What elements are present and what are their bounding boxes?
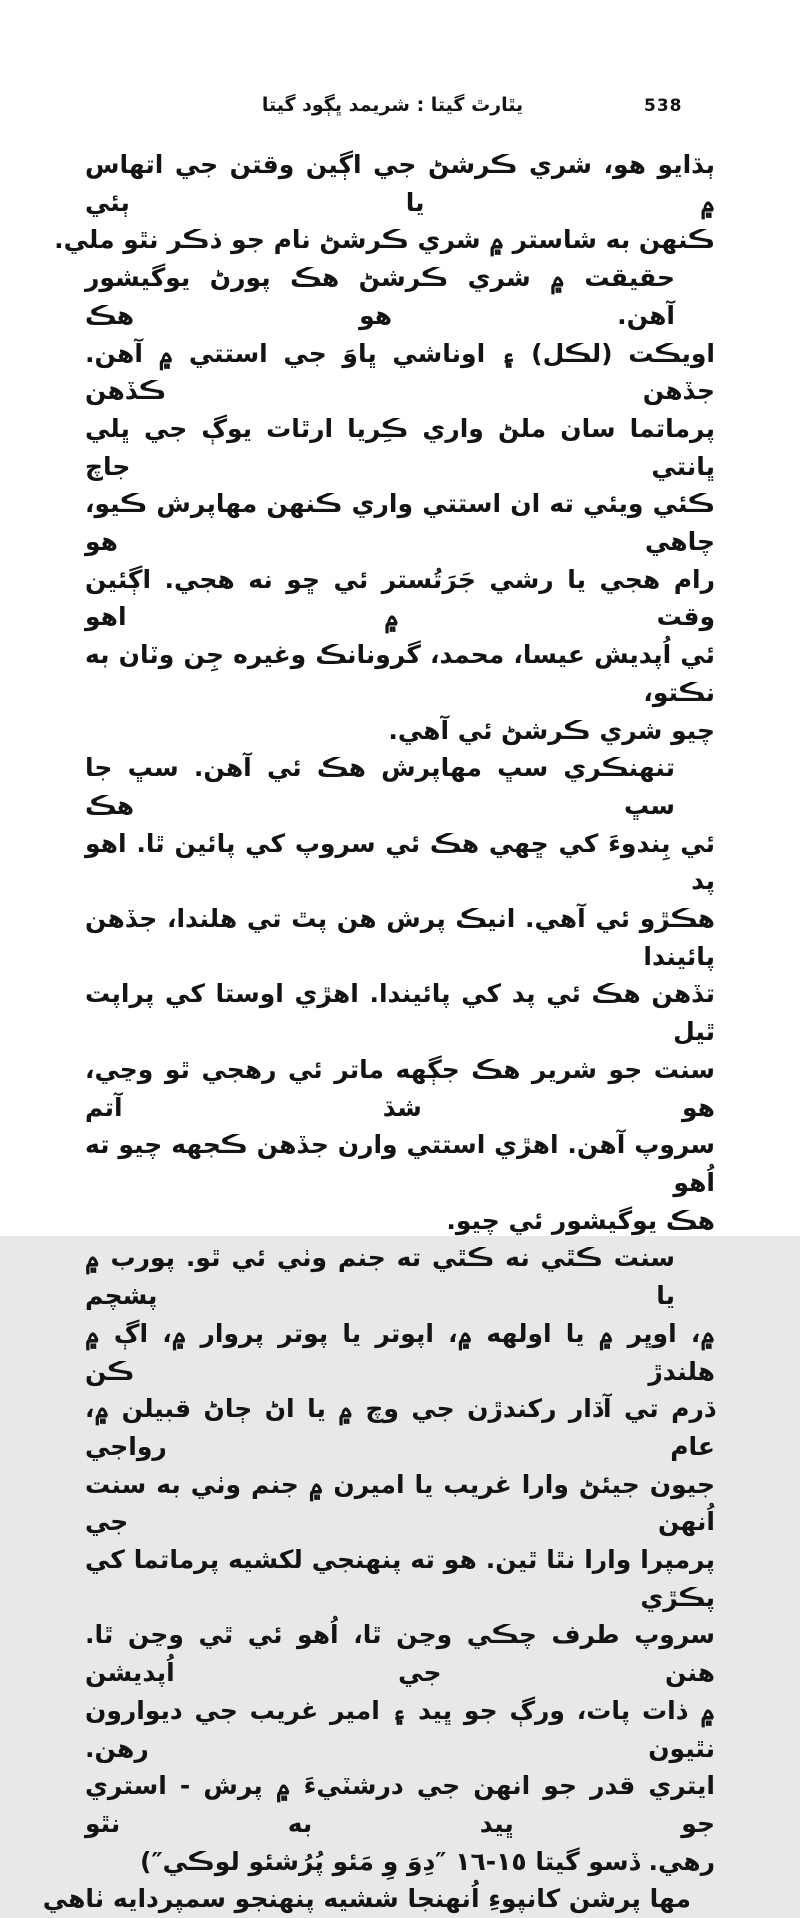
- text-line: اويڪت (لڪل) ۽ اوناشي ڀاوَ جي استتي ۾ آهن. جڏهن ڪڏهن: [85, 338, 715, 406]
- text-line: سروپ آهن. اهڙي استتي وارن جڏهن ڪجهه چيو ته اُهو: [85, 1130, 715, 1197]
- text-line: حقيقت ۾ شري ڪرشڻ هڪ پورڻ يوگيشور آهن. هو هڪ: [85, 263, 675, 330]
- text-line: رام هجي يا رشي جَرَتُستر ئي ڇو نه هجي. اڳئين وقت ۾ اهو: [85, 564, 715, 632]
- text-line: ۾، اوڀر ۾ يا اولهه ۾، اپوتر يا پوتر پروار ۾، اڳ ۾ هلندڙ ڪن: [85, 1318, 715, 1386]
- text-line: پرمپرا وارا نٿا ٿين. هو ته پنهنجي لکشيه پرماتما کي پڪڙي: [85, 1545, 715, 1612]
- text-line: ڪنهن به شاستر ۾ شري ڪرشڻ نام جو ذڪر نٿو ملي.: [54, 225, 715, 255]
- text-line: جيون جيئڻ وارا غريب يا اميرن ۾ جنم وٺي به سنت اُنهن جي: [85, 1469, 715, 1537]
- page-header-title: يٿارٿ گيتا : شريمد ڀڳود گيتا: [261, 94, 524, 116]
- text-line: هڪڙو ئي آهي. انيڪ پرش هن پٿ تي هلندا، جڏهن پائيندا: [85, 904, 715, 971]
- text-line: ئي بِندوءَ کي ڇهي هڪ ئي سروپ کي پائين ٿا. اهو پد: [85, 828, 715, 896]
- text-line: ئي اُپديش عيسا، محمد، گرونانڪ وغيره جِن وٽان به نڪتو،: [85, 640, 715, 707]
- text-line: ٻڌايو هو، شري ڪرشڻ جي اڳين وقتن جي اتهاس ۾ يا ٻئي: [85, 150, 715, 217]
- text-line: تڏهن هڪ ئي پد کي پائيندا. اهڙي اوستا کي پراپت ٿيل: [85, 979, 715, 1047]
- page-number: 538: [644, 96, 683, 116]
- text-line: چيو شري ڪرشڻ ئي آهي.: [388, 715, 715, 745]
- text-line: تنهنڪري سڀ مهاپرش هڪ ئي آهن. سڀ جا سڀ هڪ: [85, 753, 675, 820]
- page-body: [42, 146, 715, 1918]
- text-line: سنت ڪٿي نه ڪٿي ته جنم وٺي ئي ٿو. پورب ۾ يا پشچم: [85, 1243, 675, 1311]
- text-line: ڌرم تي آڌار رکندڙن جي وچ ۾ يا اڻ ڄاڻ قبيلن ۾، عام رواجي: [85, 1394, 715, 1461]
- text-line: هڪ يوگيشور ئي چيو.: [446, 1205, 715, 1235]
- text-line: ڪئي ويئي ته ان استتي واري ڪنهن مهاپرش ڪيو، چاهي هو: [85, 489, 715, 557]
- text-line: ايتري قدر جو انهن جي درشٽيءَ ۾ پرش - استري جو ڀيد به نٿو: [85, 1771, 715, 1838]
- text-line: مها پرشن کانپوءِ اُنهنجا ششيه پنهنجو سمپردايه ٺاهي: [42, 1884, 691, 1914]
- text-line: سروپ طرف چڪي وڃن ٿا، اُهو ئي ٿي وڃن ٿا. هنن جي اُپديشن: [85, 1620, 715, 1688]
- text-line: پرماتما سان ملڻ واري ڪِريا ارٿات يوڳ جي ڀلي ڀانتي جاچ: [85, 413, 715, 481]
- text-line: سنت جو شرير هڪ جڳهه ماتر ئي رهجي ٿو وڃي، هو شڌ آتم: [85, 1054, 715, 1122]
- text-line: رهي. ڏسو گيتا ١٥-١٦ ″دِوَ وِ مَئو پُرُشئو لوڪي″): [140, 1846, 715, 1876]
- text-line: ۾ ذات پات، ورڳ جو ڀيد ۽ امير غريب جي ديوارون نٿيون رهن.: [85, 1695, 715, 1763]
